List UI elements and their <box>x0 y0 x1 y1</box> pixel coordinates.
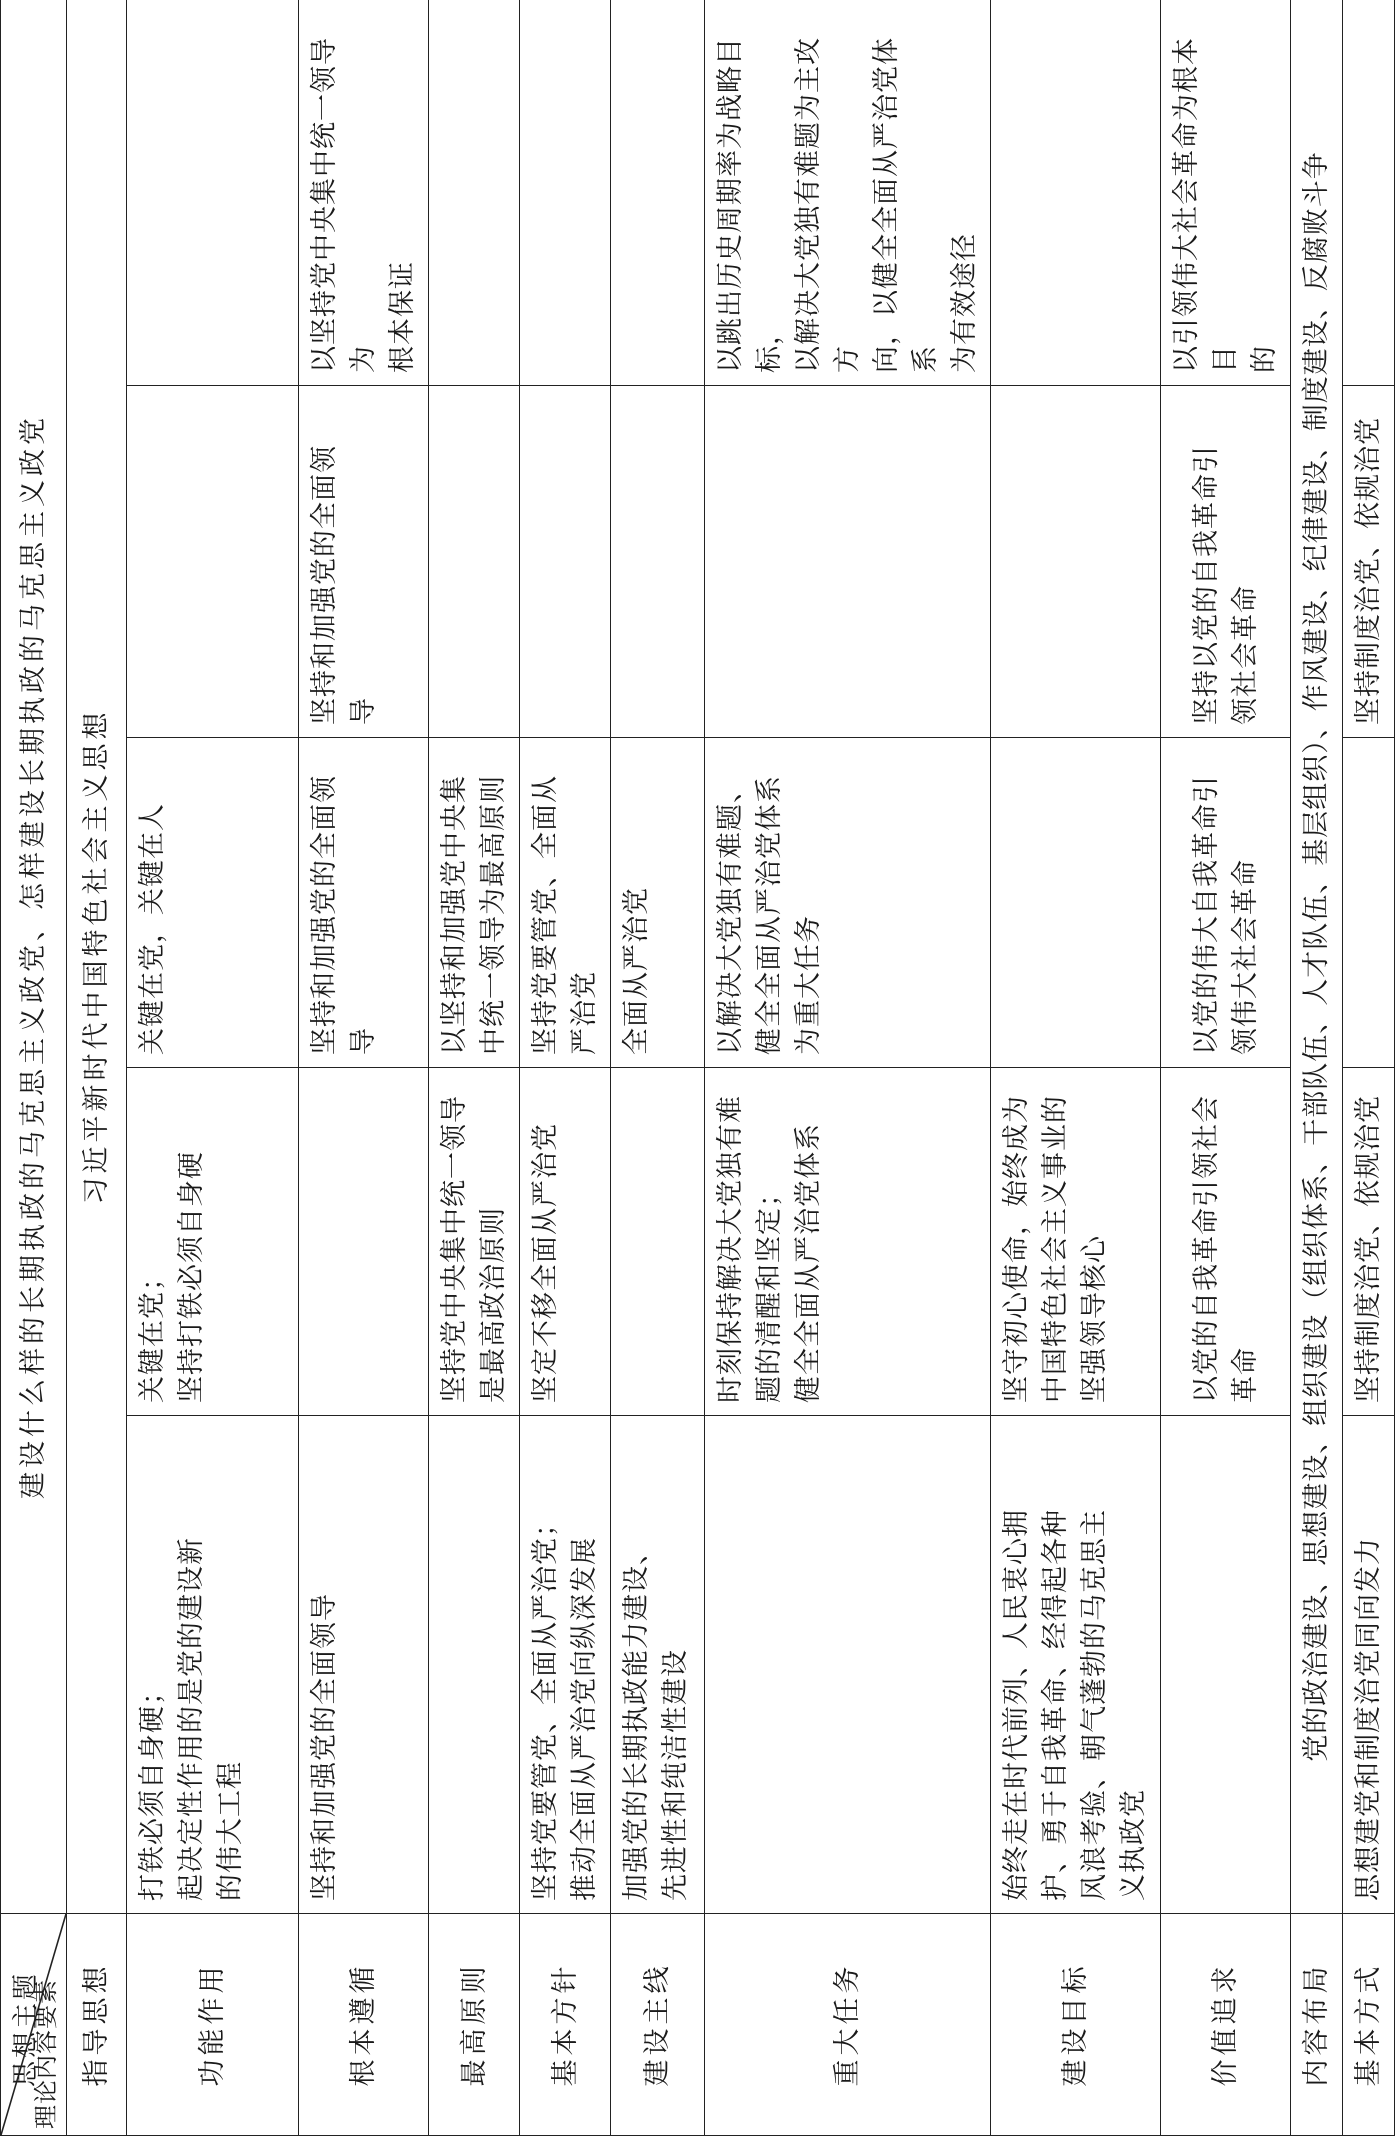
table-cell <box>520 1416 611 1914</box>
table-cell <box>429 738 520 1068</box>
table-cell <box>520 738 611 1068</box>
guide-label: 指导思想 <box>67 1914 127 2136</box>
table-cell <box>991 738 1161 1068</box>
cell-text-line: 坚持和加强党的全面领 <box>309 775 340 1055</box>
table-cell <box>429 386 520 738</box>
table-cell <box>991 1416 1161 1914</box>
table-cell <box>127 738 299 1068</box>
cell-text-line: 是最高政治原则 <box>478 1207 509 1403</box>
merged-row-cell: 党的政治建设、思想建设、组织建设（组织体系、干部队伍、人才队伍、基层组织）、作风建设、纪律建设、制度建设、反腐败斗争 <box>1291 0 1343 1914</box>
table-cell <box>520 0 611 386</box>
cell-text-line: 严治党 <box>569 971 600 1055</box>
cell-text-line: 坚持党要管党、全面从严治党； <box>530 1509 561 1901</box>
cell-text-line: 中统一领导为最高原则 <box>478 775 509 1055</box>
table-cell <box>1343 1416 1395 1914</box>
cell-text-line: 推动全面从严治党向纵深发展 <box>569 1537 600 1901</box>
table-cell <box>611 1068 705 1416</box>
table-row <box>991 0 1161 2136</box>
cell-text-line: 时刻保持解决大党独有难 <box>715 1095 746 1403</box>
cell-text-line: 革命 <box>1229 1347 1261 1403</box>
row-label: 价值追求 <box>1161 1914 1291 2136</box>
cell-text-line: 坚持以党的自我革命引 <box>1190 445 1222 725</box>
cell-text-line: 以解决大党独有难题为主攻方 <box>793 37 863 373</box>
cell-text-line: 为有效途径 <box>949 233 980 373</box>
cell-text-line: 以引领伟大社会革命为根本目 <box>1171 37 1241 373</box>
table-cell <box>299 386 429 738</box>
row-label: 最高原则 <box>429 1914 520 2136</box>
table-cell <box>1343 0 1395 386</box>
cell-text-line: 始终走在时代前列、人民衷心拥 <box>1001 1509 1032 1901</box>
table-cell <box>429 0 520 386</box>
cell-text-line: 护、勇于自我革命、经得起各种 <box>1040 1509 1071 1901</box>
header-guide-row <box>67 0 127 2136</box>
table-cell <box>1161 386 1291 738</box>
table-cell <box>991 1068 1161 1416</box>
cell-text-line: 的伟大工程 <box>215 1761 246 1901</box>
table-cell <box>299 1068 429 1416</box>
theme-cell: 建设什么样的长期执政的马克思主义政党、怎样建设长期执政的马克思主义政党 <box>1 0 67 1914</box>
row-label: 内容布局 <box>1291 1914 1343 2136</box>
table-cell <box>429 1068 520 1416</box>
row-label: 建设主线 <box>611 1914 705 2136</box>
cell-text-line: 以党的伟大自我革命引 <box>1190 775 1222 1055</box>
table-cell <box>127 1068 299 1416</box>
table-cell <box>705 1416 991 1914</box>
table-cell <box>429 1416 520 1914</box>
table-cell <box>705 1068 991 1416</box>
cell-text-line: 坚持制度治党、依规治党 <box>1353 1095 1384 1403</box>
row-label: 重大任务 <box>705 1914 991 2136</box>
cell-text-line: 坚持打铁必须自身硬 <box>176 1151 207 1403</box>
table-cell <box>520 386 611 738</box>
theme-label: 思想主题 <box>11 1970 41 2087</box>
cell-text-line: 领社会革命 <box>1229 585 1261 725</box>
row-label: 功能作用 <box>127 1914 299 2136</box>
cell-text-line: 风浪考验、朝气蓬勃的马克思主 <box>1079 1509 1110 1901</box>
table-cell <box>1343 386 1395 738</box>
table-cell <box>705 0 991 386</box>
header-theme-row <box>1 0 67 2136</box>
table-row <box>1161 0 1291 2136</box>
cell-text-line: 中国特色社会主义事业的 <box>1040 1095 1071 1403</box>
table-cell <box>611 1416 705 1914</box>
cell-text-line: 思想建党和制度治党同向发力 <box>1353 1537 1384 1901</box>
cell-text-line: 关键在党，关键在人 <box>137 803 168 1055</box>
cell-text-line: 坚定不移全面从严治党 <box>530 1123 561 1403</box>
row-label: 根本遵循 <box>299 1914 429 2136</box>
cell-text-line: 为重大任务 <box>793 915 824 1055</box>
table-row <box>705 0 991 2136</box>
table-cell <box>705 386 991 738</box>
table-cell <box>705 738 991 1068</box>
cell-text-line: 全面从严治党 <box>621 887 652 1055</box>
table-row <box>520 0 611 2136</box>
table-cell <box>520 1068 611 1416</box>
cell-text-line: 领伟大社会革命 <box>1229 859 1261 1055</box>
cell-text-line: 先进性和纯洁性建设 <box>660 1649 691 1901</box>
row-label: 基本方式 <box>1343 1914 1395 2136</box>
cell-text-line: 以党的自我革命引领社会 <box>1190 1095 1222 1403</box>
cell-text-line: 打铁必须自身硬； <box>137 1677 168 1901</box>
table-cell <box>991 386 1161 738</box>
cell-text-line: 以坚持党中央集中统一领导为 <box>309 37 379 373</box>
cell-text-line: 坚持和加强党的全面领导 <box>309 1593 340 1901</box>
cell-text-line: 以坚持和加强党中央集 <box>439 775 470 1055</box>
cell-text-line: 关键在党； <box>137 1263 168 1403</box>
table-row <box>1343 0 1395 2136</box>
cell-text-line: 健全全面从严治党体系 <box>793 1123 824 1403</box>
guide-cell: 习近平新时代中国特色社会主义思想 <box>67 0 127 1914</box>
cell-text-line: 以跳出历史周期率为战略目标， <box>715 37 785 373</box>
table-row <box>1291 0 1343 2136</box>
cell-text-line: 坚持党要管党、全面从 <box>530 775 561 1055</box>
table-row <box>299 0 429 2136</box>
cell-text-line: 根本保证 <box>387 261 418 373</box>
table-cell <box>611 386 705 738</box>
table-row <box>611 0 705 2136</box>
row-label: 基本方针 <box>520 1914 611 2136</box>
cell-text-line: 加强党的长期执政能力建设、 <box>621 1537 652 1901</box>
table-cell <box>127 1416 299 1914</box>
table-cell <box>991 0 1161 386</box>
cell-text-line: 健全全面从严治党体系 <box>754 775 785 1055</box>
cell-text-line: 起决定性作用的是党的建设新 <box>176 1537 207 1901</box>
cell-text-line: 导 <box>348 697 379 725</box>
table-cell <box>299 738 429 1068</box>
table-row <box>127 0 299 2136</box>
cell-text-line: 以解决大党独有难题、 <box>715 775 746 1055</box>
table-cell <box>127 386 299 738</box>
table-cell <box>611 738 705 1068</box>
corner-label: 理论内容要素 <box>32 1979 60 2129</box>
cell-text-line: 义执政党 <box>1118 1789 1149 1901</box>
table-cell <box>1343 1068 1395 1416</box>
cell-text-line: 坚守初心使命，始终成为 <box>1001 1095 1032 1403</box>
table-cell <box>611 0 705 386</box>
row-label: 建设目标 <box>991 1914 1161 2136</box>
cell-text-line: 坚持制度治党、依规治党 <box>1353 417 1384 725</box>
table-cell <box>299 0 429 386</box>
cell-text-line: 向，以健全全面从严治党体系 <box>871 37 941 373</box>
cell-text-line: 题的清醒和坚定； <box>754 1179 785 1403</box>
cell-text-line: 坚强领导核心 <box>1079 1235 1110 1403</box>
cell-text-line: 导 <box>348 1027 379 1055</box>
cell-text-line: 坚持党中央集中统一领导 <box>439 1095 470 1403</box>
table-cell <box>1161 0 1291 386</box>
corner-cell <box>1 1914 67 2136</box>
table-cell <box>1161 1416 1291 1914</box>
table-cell <box>1161 1068 1291 1416</box>
cell-text-line: 的 <box>1249 345 1280 373</box>
table-cell <box>1343 738 1395 1068</box>
cell-text-line: 坚持和加强党的全面领 <box>309 445 340 725</box>
table-cell <box>127 0 299 386</box>
table-cell <box>1161 738 1291 1068</box>
table-cell <box>299 1416 429 1914</box>
table-row <box>429 0 520 2136</box>
